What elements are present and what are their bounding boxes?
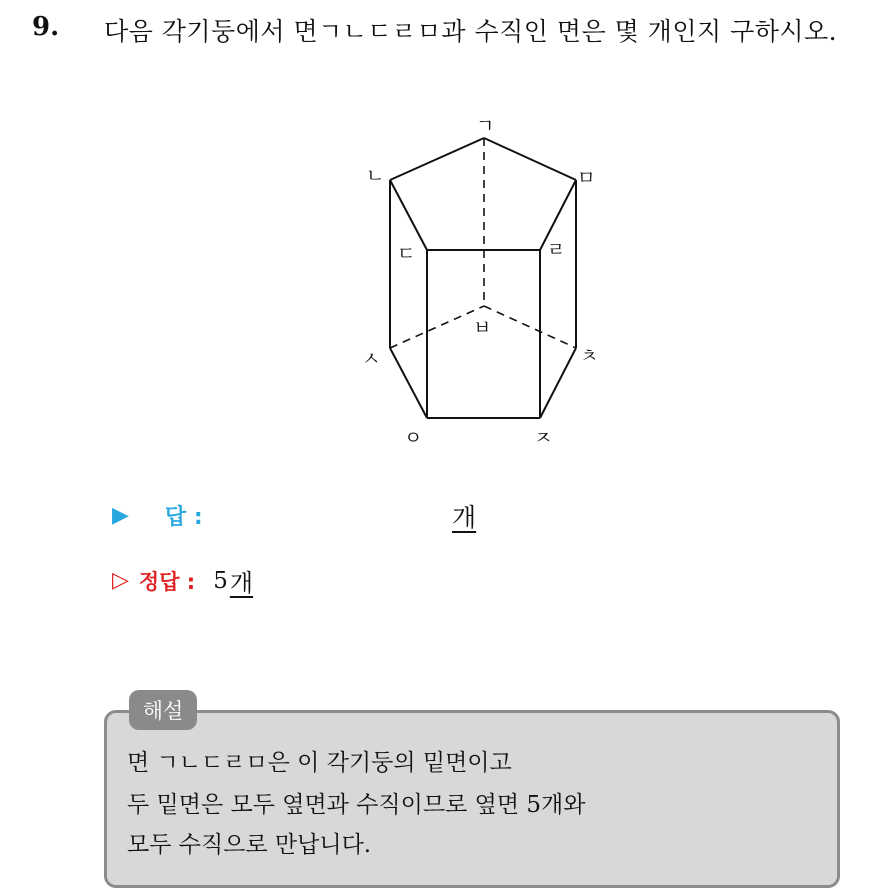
outline-arrow-icon: ▷ — [112, 567, 129, 593]
answer-label: 답 : — [164, 505, 203, 530]
play-arrow-icon: ▶ — [112, 502, 129, 528]
label-r: ㄹ — [547, 239, 566, 261]
correct-answer-label: 정답 : — [138, 569, 196, 594]
label-b: ㅂ — [473, 317, 492, 339]
label-d: ㄷ — [397, 243, 416, 265]
explanation-tab: 해설 — [129, 690, 197, 730]
pentagonal-prism-figure — [340, 110, 620, 460]
hidden-edge-b-ch — [484, 306, 576, 348]
correct-answer-row — [112, 563, 253, 598]
edge-j-ch — [540, 348, 576, 418]
label-ch: ㅊ — [580, 345, 599, 367]
answer-row — [112, 500, 203, 531]
question-number: 9. — [32, 12, 60, 42]
label-o: ㅇ — [404, 427, 423, 449]
explanation-line: 두 밑면은 모두 옆면과 수직이므로 옆면 5개와 — [127, 792, 586, 818]
answer-unit: 개 — [452, 503, 477, 532]
explanation-line: 모두 수직으로 만납니다. — [127, 832, 372, 858]
edge-g-n — [390, 138, 484, 180]
label-n: ㄴ — [366, 165, 385, 187]
question-text: 다음 각기둥에서 면ㄱㄴㄷㄹㅁ과 수직인 면은 몇 개인지 구하시오. — [104, 17, 838, 46]
correct-answer-unit: 개 — [229, 569, 254, 597]
correct-answer-value: 5 — [213, 567, 228, 594]
label-m: ㅁ — [577, 167, 596, 189]
edge-s-o — [390, 348, 427, 418]
edge-m-g — [484, 138, 576, 180]
label-j: ㅈ — [534, 427, 553, 449]
label-s: ㅅ — [362, 348, 381, 370]
label-g: ㄱ — [476, 115, 495, 137]
edge-n-d — [390, 180, 427, 250]
hidden-edge-s-b — [390, 306, 484, 348]
explanation-line: 면 ㄱㄴㄷㄹㅁ은 이 각기둥의 밑면이고 — [127, 750, 512, 776]
